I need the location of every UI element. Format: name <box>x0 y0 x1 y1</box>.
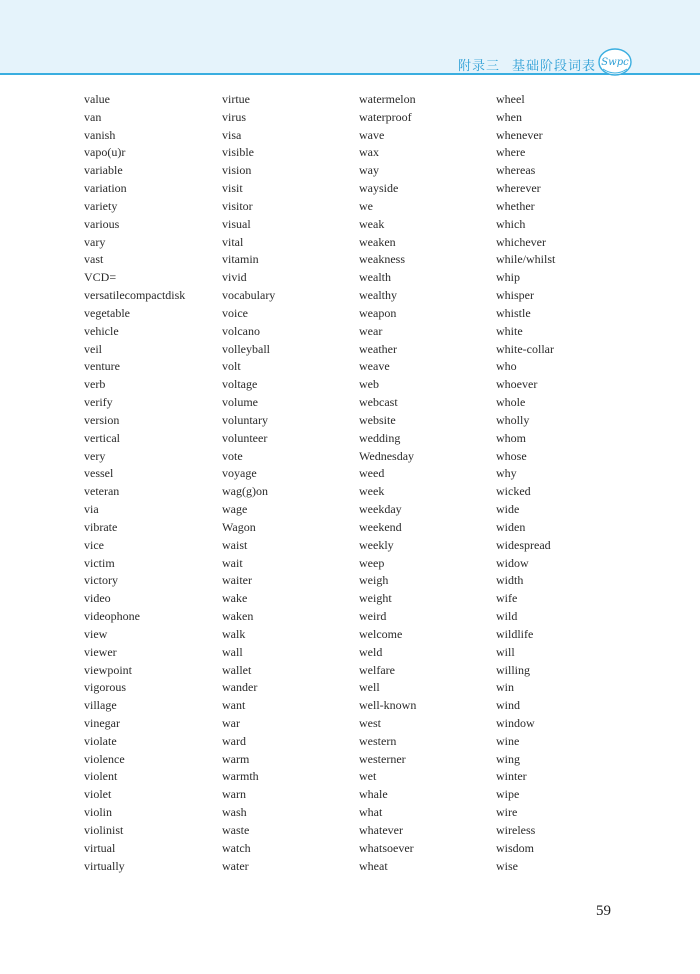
vocabulary-word: weed <box>359 466 385 481</box>
vocabulary-word: wax <box>359 145 379 160</box>
vocabulary-word: visible <box>222 145 254 160</box>
vocabulary-word: view <box>84 626 108 641</box>
vocabulary-word: vibrate <box>84 519 118 534</box>
vocabulary-word: verb <box>84 377 106 392</box>
vocabulary-word: wing <box>496 751 520 766</box>
vocabulary-word: want <box>222 698 246 713</box>
vocabulary-word: wide <box>496 502 520 517</box>
vocabulary-word: volt <box>222 359 241 374</box>
vocabulary-word: wedding <box>359 430 401 445</box>
vocabulary-word: vast <box>84 252 104 267</box>
vocabulary-word: width <box>496 573 524 588</box>
vocabulary-word: victory <box>84 573 118 588</box>
vocabulary-word: value <box>84 92 110 106</box>
vocabulary-word: wave <box>359 127 385 142</box>
vocabulary-word: wage <box>222 502 248 517</box>
vocabulary-word: weakness <box>359 252 405 267</box>
vocabulary-word: videophone <box>84 609 140 624</box>
vocabulary-word: verify <box>84 395 113 410</box>
vocabulary-word: violin <box>84 805 113 820</box>
vocabulary-word: wag(g)on <box>222 484 268 499</box>
vocabulary-word: vote <box>222 448 243 463</box>
vocabulary-word: wander <box>222 680 258 695</box>
vocabulary-word: virtually <box>84 858 125 873</box>
vocabulary-word: van <box>84 109 102 124</box>
vocabulary-word: vapo(u)r <box>84 145 126 160</box>
vocabulary-word: variety <box>84 198 118 213</box>
vocabulary-word: viewpoint <box>84 662 132 677</box>
vocabulary-word: whether <box>496 198 535 213</box>
vocabulary-word: whatsoever <box>359 840 414 855</box>
vocabulary-word: vertical <box>84 430 120 445</box>
vocabulary-word: win <box>496 680 514 695</box>
vocabulary-word: vocabulary <box>222 288 276 303</box>
vocabulary-word: vivid <box>222 270 247 285</box>
vocabulary-word: whenever <box>496 127 543 142</box>
logo-text: Swpc <box>601 57 629 68</box>
vocabulary-word: willing <box>496 662 531 677</box>
vocabulary-word: weigh <box>359 573 389 588</box>
vocabulary-word: wet <box>359 769 377 784</box>
running-header <box>458 55 596 74</box>
vocabulary-word: weave <box>359 359 390 374</box>
vocabulary-word: waken <box>222 609 254 624</box>
vocabulary-word: virtue <box>222 92 250 106</box>
vocabulary-word: what <box>359 805 383 820</box>
vocabulary-title: 基础阶段词表 <box>511 59 596 74</box>
vocabulary-word: virtual <box>84 840 116 855</box>
vocabulary-word: versatilecompactdisk <box>84 288 186 303</box>
vocabulary-word: whereas <box>496 163 536 178</box>
vocabulary-word: weird <box>359 609 387 624</box>
vocabulary-word: various <box>84 216 120 231</box>
vocabulary-word: where <box>496 145 526 160</box>
vocabulary-word: waste <box>222 822 250 837</box>
vocabulary-word: white <box>496 323 523 338</box>
appendix-label: 附录三 <box>457 59 500 74</box>
vocabulary-word: volunteer <box>222 430 268 445</box>
vocabulary-word: weep <box>359 555 385 570</box>
vocabulary-word: white-collar <box>496 341 554 356</box>
vocabulary-word: vision <box>222 163 252 178</box>
vocabulary-word: very <box>84 448 106 463</box>
vocabulary-word: while/whilst <box>496 252 556 267</box>
vocabulary-word: wire <box>496 805 518 820</box>
vocabulary-word: venture <box>84 359 120 374</box>
vocabulary-word: whip <box>496 270 520 285</box>
page-number: 59 <box>596 903 611 919</box>
vocabulary-word: version <box>84 412 120 427</box>
vocabulary-word: weaken <box>359 234 396 249</box>
vocabulary-word: west <box>359 715 381 730</box>
vocabulary-word: weld <box>359 644 383 659</box>
vocabulary-word: when <box>496 109 522 124</box>
vocabulary-word: variation <box>84 181 127 196</box>
vocabulary-word: via <box>84 502 99 517</box>
vocabulary-word: whole <box>496 395 526 410</box>
vocabulary-word: weekly <box>359 537 394 552</box>
vocabulary-word: wind <box>496 698 520 713</box>
vocabulary-word: weight <box>359 591 392 606</box>
vocabulary-word: vehicle <box>84 323 119 338</box>
vocabulary-word: week <box>359 484 385 499</box>
vocabulary-word: warm <box>222 751 250 766</box>
vocabulary-word: window <box>496 715 535 730</box>
vocabulary-word: violet <box>84 787 112 802</box>
vocabulary-word: wealthy <box>359 288 397 303</box>
vocabulary-word: voice <box>222 305 248 320</box>
vocabulary-word: widow <box>496 555 529 570</box>
vocabulary-word: visual <box>222 216 251 231</box>
vocabulary-word: wild <box>496 609 518 624</box>
vocabulary-word: whatever <box>359 822 403 837</box>
vocabulary-word: water <box>222 858 249 873</box>
vocabulary-word: vigorous <box>84 680 126 695</box>
vocabulary-word: weapon <box>359 305 397 320</box>
vocabulary-word: whichever <box>496 234 546 249</box>
vocabulary-word: violent <box>84 769 118 784</box>
vocabulary-word: violence <box>84 751 125 766</box>
vocabulary-word: veil <box>84 341 102 356</box>
word-column-3 <box>359 91 493 875</box>
vocabulary-word: well-known <box>359 698 417 713</box>
vocabulary-word: violinist <box>84 822 124 837</box>
vocabulary-word: western <box>359 733 397 748</box>
vocabulary-word: vital <box>222 234 244 249</box>
vocabulary-word: whoever <box>496 377 538 392</box>
vocabulary-word: veteran <box>84 484 120 499</box>
vocabulary-word: VCD= <box>84 270 117 285</box>
vocabulary-word: volume <box>222 395 258 410</box>
vocabulary-word: wicked <box>496 484 531 499</box>
vocabulary-word: victim <box>84 555 115 570</box>
vocabulary-word: well <box>359 680 380 695</box>
vocabulary-word: vinegar <box>84 715 120 730</box>
vocabulary-word: wealth <box>359 270 391 285</box>
vocabulary-word: video <box>84 591 111 606</box>
vocabulary-word: waterproof <box>359 109 412 124</box>
vocabulary-word: which <box>496 216 526 231</box>
vocabulary-word: virus <box>222 109 246 124</box>
vocabulary-word: watch <box>222 840 251 855</box>
vocabulary-word: wake <box>222 591 248 606</box>
vocabulary-word: voltage <box>222 377 258 392</box>
vocabulary-word: waist <box>222 537 248 552</box>
vocabulary-word: welfare <box>359 662 395 677</box>
vocabulary-word: vanish <box>84 127 116 142</box>
vocabulary-word: Wednesday <box>359 448 415 463</box>
vocabulary-word: wise <box>496 858 518 873</box>
vocabulary-word: wheel <box>496 92 525 106</box>
vocabulary-word: weak <box>359 216 385 231</box>
vocabulary-word: we <box>359 198 373 213</box>
vocabulary-word: wisdom <box>496 840 535 855</box>
publisher-logo <box>597 47 633 77</box>
vocabulary-word: web <box>359 377 379 392</box>
vocabulary-word: whistle <box>496 305 531 320</box>
vocabulary-word: wheat <box>359 858 388 873</box>
vocabulary-word: welcome <box>359 626 403 641</box>
vocabulary-word: weather <box>359 341 397 356</box>
vocabulary-word: wine <box>496 733 520 748</box>
vocabulary-word: visit <box>222 181 243 196</box>
word-column-2 <box>222 91 356 875</box>
vocabulary-word: village <box>84 698 117 713</box>
vocabulary-word: warn <box>222 787 246 802</box>
vocabulary-word: wall <box>222 644 243 659</box>
vocabulary-word: widespread <box>496 537 551 552</box>
vocabulary-word: wallet <box>222 662 252 677</box>
vocabulary-word: watermelon <box>359 92 416 106</box>
vocabulary-word: volcano <box>222 323 260 338</box>
vocabulary-word: visa <box>222 127 242 142</box>
vocabulary-word: who <box>496 359 517 374</box>
vocabulary-word: Wagon <box>222 519 256 534</box>
vocabulary-word: wildlife <box>496 626 534 641</box>
vocabulary-word: weekday <box>359 502 402 517</box>
vocabulary-word: wife <box>496 591 518 606</box>
vocabulary-word: widen <box>496 519 526 534</box>
vocabulary-word: website <box>359 412 396 427</box>
vocabulary-word: whom <box>496 430 526 445</box>
vocabulary-word: wash <box>222 805 247 820</box>
vocabulary-word: warmth <box>222 769 259 784</box>
vocabulary-word: waiter <box>222 573 252 588</box>
word-column-4 <box>496 91 630 875</box>
vocabulary-word: winter <box>496 769 527 784</box>
vocabulary-word: wait <box>222 555 243 570</box>
vocabulary-word: vessel <box>84 466 114 481</box>
vocabulary-word: way <box>359 163 379 178</box>
vocabulary-word: violate <box>84 733 117 748</box>
vocabulary-word: vice <box>84 537 104 552</box>
vocabulary-word: why <box>496 466 517 481</box>
vocabulary-word: vegetable <box>84 305 130 320</box>
vocabulary-word: ward <box>222 733 246 748</box>
vocabulary-word: whose <box>496 448 527 463</box>
vocabulary-word: vitamin <box>222 252 259 267</box>
vocabulary-word: walk <box>222 626 246 641</box>
vocabulary-word: wear <box>359 323 383 338</box>
vocabulary-word: wherever <box>496 181 541 196</box>
vocabulary-word: viewer <box>84 644 117 659</box>
word-column-1 <box>84 91 218 875</box>
vocabulary-word: wayside <box>359 181 399 196</box>
vocabulary-word: will <box>496 644 515 659</box>
vocabulary-word: war <box>222 715 240 730</box>
vocabulary-word: webcast <box>359 395 398 410</box>
vocabulary-word: visitor <box>222 198 253 213</box>
vocabulary-word: whale <box>359 787 388 802</box>
vocabulary-word: voluntary <box>222 412 268 427</box>
vocabulary-word: wholly <box>496 412 530 427</box>
vocabulary-word: voyage <box>222 466 257 481</box>
vocabulary-word: vary <box>84 234 106 249</box>
vocabulary-word: wipe <box>496 787 520 802</box>
vocabulary-word: variable <box>84 163 123 178</box>
vocabulary-word: whisper <box>496 288 534 303</box>
vocabulary-word: weekend <box>359 519 402 534</box>
vocabulary-word: volleyball <box>222 341 270 356</box>
vocabulary-word: wireless <box>496 822 536 837</box>
vocabulary-word: westerner <box>359 751 406 766</box>
